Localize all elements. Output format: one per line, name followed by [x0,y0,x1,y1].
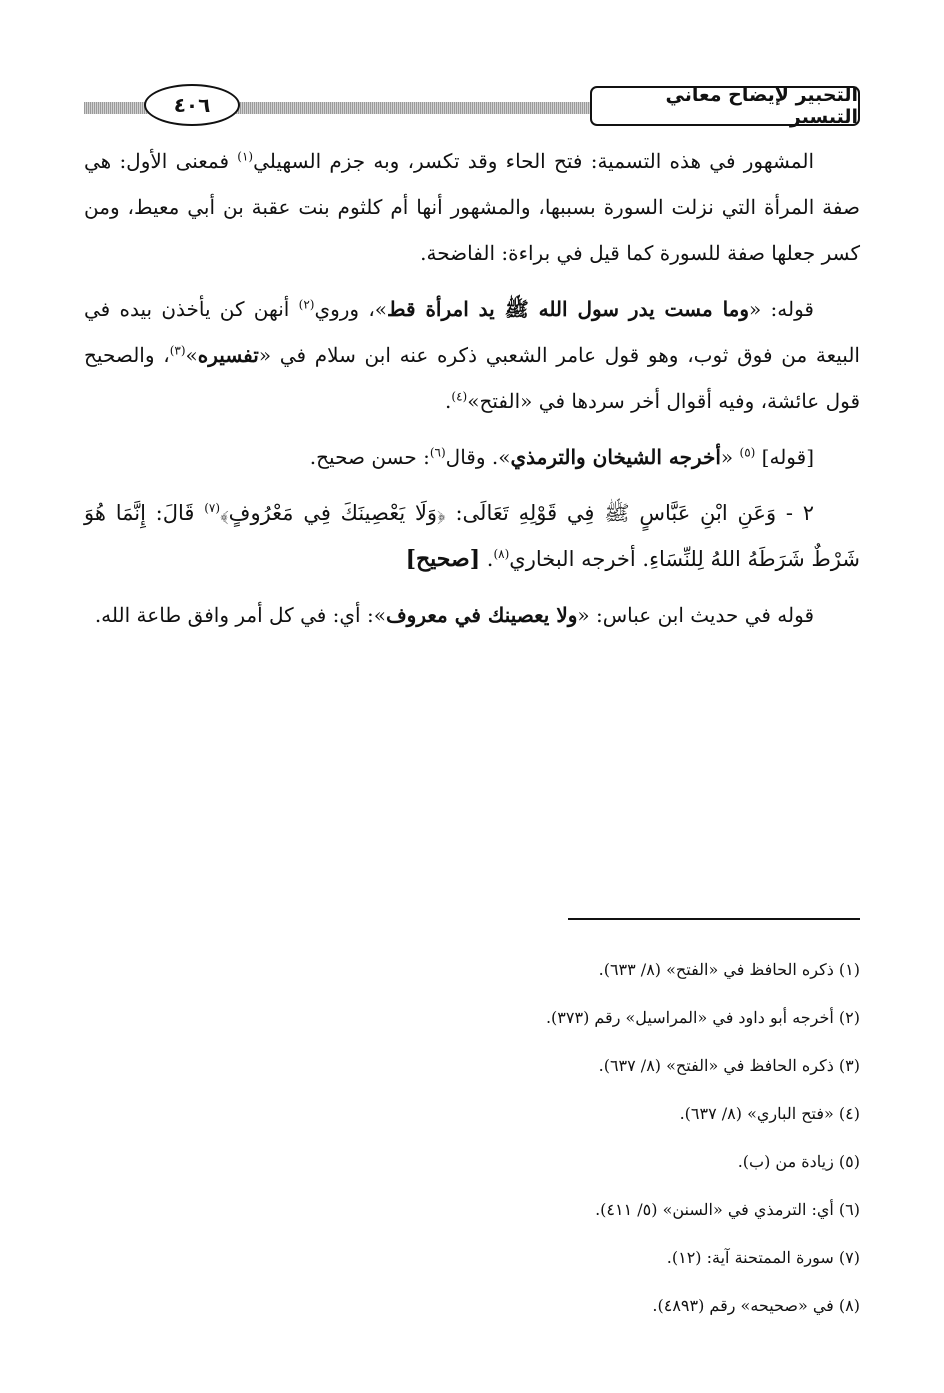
footnote-ref: (٣) [169,343,186,358]
text-run: : حسن صحيح. [309,445,430,469]
text-run: ». وقال [445,445,511,469]
footnote-item: (٤) «فتح الباري» (٨/ ٦٣٧). [679,1104,860,1123]
page-number [144,84,240,126]
footnote-item: (٥) زيادة من (ب). [737,1152,860,1171]
hadith-quote: وما مست يدر سول الله ﷺ يد امرأة قط [387,297,750,321]
text-run: قَالَ: إِنَّمَا هُوَ شَرْطٌ شَرَطَهُ اللهُ لِلنِّسَاءِ. أخرجه البخاري [84,501,860,571]
text-run: قوله في حديث ابن عباس: « [577,603,814,627]
footnotes [84,950,860,1334]
text-run: . [445,389,452,413]
footnote-ref: (٧) [204,501,221,515]
footnote-item: (٦) أي: الترمذي في «السنن» (٥/ ٤١١). [595,1200,860,1219]
hadith-2 [84,490,860,582]
text-run: [قوله] [755,445,814,469]
hadith-grade: [صحيح] [405,546,481,572]
book-title-text: التحبير لإيضاح معاني التيسير [665,84,858,128]
paragraph-1 [84,138,860,276]
footnote-item: (٣) ذكره الحافظ في «الفتح» (٨/ ٦٣٧). [598,1056,860,1075]
text-run: »، وروي [314,297,388,321]
text-run: » [185,343,198,367]
footnote-ref: (٦) [429,445,446,460]
text-run: . [480,547,494,571]
footnote-item: (١) ذكره الحافظ في «الفتح» (٨/ ٦٣٣). [598,960,860,979]
text-run: أنهن كن يأخذن بيده في البيعة من فوق ثوب، وهو قول عامر الشعبي ذكره عنه ابن سلام في « [84,297,860,367]
footnote-separator [568,918,860,920]
book-reference: تفسيره [197,343,259,367]
page-number-text: ٤٠٦ [173,93,211,117]
book-title [590,86,860,126]
footnote-item: (٨) في «صحيحه» رقم (٤٨٩٣). [652,1296,860,1315]
text-run: فمعنى الأول: هي صفة المرأة التي نزلت السورة بسببها، والمشهور أنها أم كلثوم بنت عقبة بن أبي معيط، ومن كسر جعلها صفة للسورة كما قيل في براءة: الفاضحة. [84,149,860,265]
footnote-item: (٧) سورة الممتحنة آية: (١٢). [666,1248,860,1267]
paragraph-5 [84,592,860,638]
footnote-item: (٢) أخرجه أبو داود في «المراسيل» رقم (٣٧٣). [545,1008,860,1027]
footnote-ref: (٢) [298,297,315,312]
text-run: المشهور في هذه التسمية: فتح الحاء وقد تكسر، وبه جزم السهيلي [253,149,815,173]
footnote-ref: (٤) [451,389,468,404]
paragraph-3 [84,434,860,480]
hadith-quote: ولا يعصينك في معروف [385,603,578,627]
footnote-ref: (٨) [493,547,510,561]
takhrij-quote: أخرجه الشيخان والترمذي [510,445,721,469]
text-run: ، والصحيح قول عائشة، وفيه أقوال أخر سردها في «الفتح» [84,343,860,413]
footnote-ref: (١) [237,149,254,164]
main-text [84,138,860,648]
text-run: ٢ - وَعَنِ ابْنِ عَبَّاسٍ ﷺ فِي قَوْلِهِ تَعَالَى: ﴿وَلَا يَعْصِينَكَ فِي مَعْرُوفٍ﴾ [220,501,815,525]
text-run: قوله: « [749,297,814,321]
footnote-ref: (٥) [739,445,756,460]
text-run: »: أي: في كل أمر وافق طاعة الله. [94,603,386,627]
paragraph-2 [84,286,860,424]
page-header [84,82,860,132]
text-run: « [720,445,740,469]
